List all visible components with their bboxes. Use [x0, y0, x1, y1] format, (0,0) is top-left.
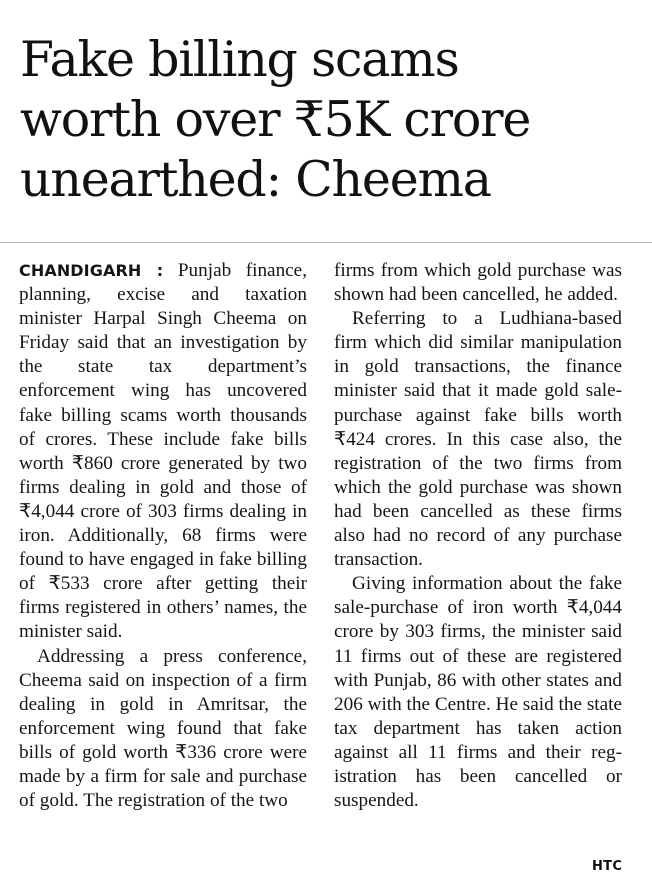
paragraph-2: Addressing a press conference, Cheema said on inspection of a firm dealing in gold in Amritsar, the enforcement wing found that fake bills of gold worth ₹336 crore were made by a firm for sale and purchase of gold. The registration of the two — [19, 645, 307, 812]
paragraph-1-text: Punjab finance, planning, excise and taxation minister Harpal Singh Cheema on Friday said that an investigation by the state tax department’s enforcement wing has uncovered fake billing scams worth thousands of crores. These include fake bills worth ₹860 crore generated by two firms dealing in gold and those of ₹4,044 crore of 303 firms dealing in iron. Additionally, 68 firms were found to have engaged in fake billing of ₹533 crore after getting their firms registered in others’ names, the minister said. — [19, 260, 307, 643]
agency-credit: HTC — [592, 859, 623, 874]
paragraph-3: Referring to a Ludhiana-based firm which did similar manipulation in gold transactions, the finance minister said that it made gold sale-purchase against fake bills worth ₹424 crores. In this case also, the registration of the two firms from which the gold purchase was shown had been cancelled as these firms also had no record of any purchase transaction. — [334, 308, 622, 571]
column-right — [334, 259, 622, 813]
headline-line-3: unearthed: Cheema — [20, 151, 491, 208]
column-left — [19, 259, 307, 813]
paragraph-4: Giving information about the fake sale-purchase of iron worth ₹4,044 crore by 303 firms, the minister said 11 firms out of these are registered with Punjab, 86 with other states and 206 with the Centre. He said the state tax department has taken action against all 11 firms and their registration has been cancelled or suspended. — [334, 573, 622, 812]
dateline: CHANDIGARH : — [19, 261, 164, 280]
paragraph-1 — [19, 259, 307, 645]
headline — [20, 30, 640, 210]
headline-line-2: worth over ₹5K crore — [20, 91, 531, 148]
headline-divider — [0, 242, 652, 243]
paragraph-2-continued: firms from which gold purchase was shown had been cancelled, he added. — [334, 260, 622, 306]
headline-line-1: Fake billing scams — [20, 31, 459, 88]
